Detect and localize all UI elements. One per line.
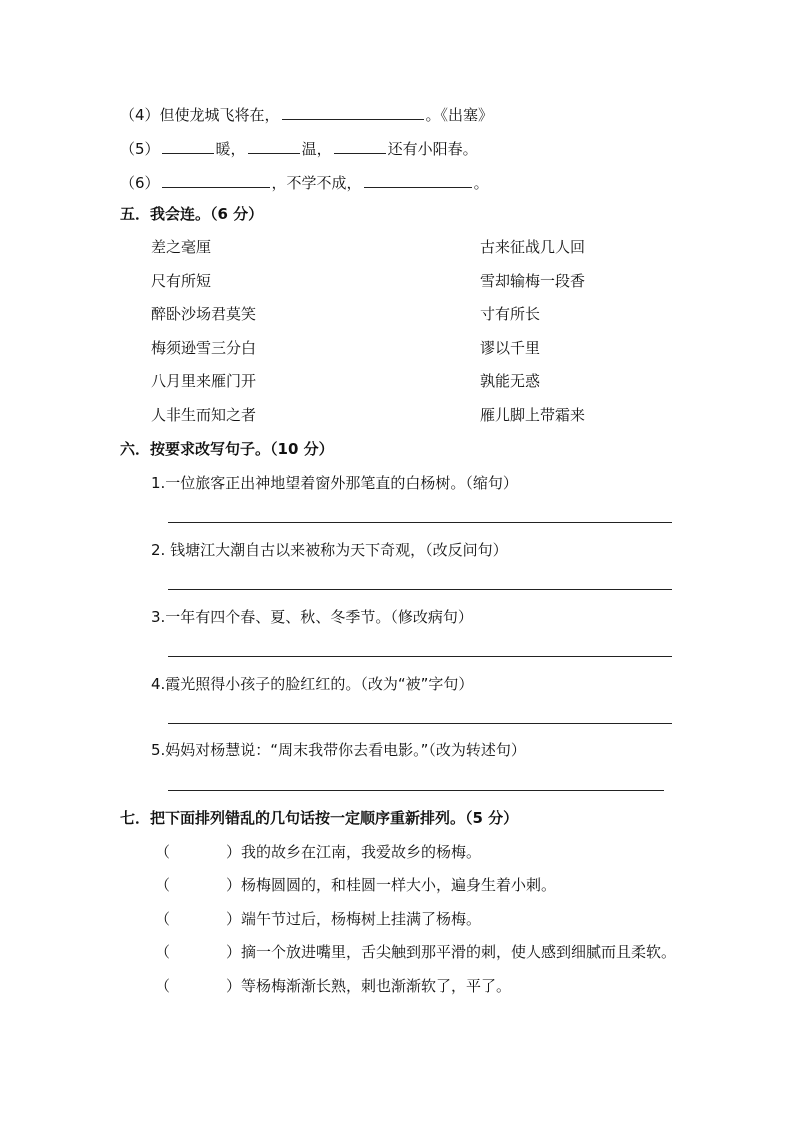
fill-item-4-prefix: （4）但使龙城飞将在，	[120, 106, 280, 124]
fill-item-5-mid1: 暖，	[215, 140, 246, 158]
match-right-item[interactable]: 雪却输梅一段香	[480, 271, 586, 290]
fill-item-5	[120, 138, 478, 159]
answer-line[interactable]	[168, 656, 672, 657]
fill-item-4-suffix: 。《出塞》	[425, 106, 494, 124]
match-right-item[interactable]: 孰能无惑	[480, 372, 541, 391]
fill-item-6-suffix: 。	[473, 174, 489, 192]
match-right-column	[480, 237, 585, 439]
fill-item-5-prefix: （5）	[120, 140, 160, 158]
match-left-item[interactable]: 梅须逊雪三分白	[151, 338, 257, 357]
paren-close: ）	[226, 876, 242, 894]
order-item-1	[155, 842, 481, 862]
order-item-3	[155, 909, 481, 929]
section-6-title: 六．按要求改写句子。（10 分）	[120, 440, 334, 458]
paren-close: ）	[226, 910, 242, 928]
match-right-item[interactable]: 古来征战几人回	[480, 238, 586, 256]
rewrite-question-4: 4.霞光照得小孩子的脸红红的。（改为“被”字句）	[151, 675, 474, 693]
fill-item-6-mid: ，不学不成，	[271, 174, 362, 192]
match-left-item[interactable]: 人非生而知之者	[151, 405, 257, 424]
answer-blank[interactable]	[162, 172, 270, 188]
paren-close: ）	[226, 977, 242, 995]
order-item-5	[155, 976, 511, 996]
section-7-title: 七．把下面排列错乱的几句话按一定顺序重新排列。（5 分）	[120, 809, 519, 827]
rewrite-question-5: 5.妈妈对杨慧说：“周末我带你去看电影。”（改为转述句）	[151, 741, 526, 759]
fill-item-6	[120, 172, 489, 193]
section-5-title: 五．我会连。（6 分）	[120, 205, 264, 223]
answer-blank[interactable]	[364, 172, 472, 188]
match-right-item[interactable]: 寸有所长	[480, 305, 541, 324]
match-left-column	[151, 237, 256, 439]
match-left-item[interactable]: 八月里来雁门开	[151, 372, 257, 391]
paren-close: ）	[226, 843, 242, 861]
answer-line[interactable]	[168, 522, 672, 523]
paren-open: （	[155, 910, 171, 928]
rewrite-question-2: 2. 钱塘江大潮自古以来被称为天下奇观，（改反问句）	[151, 541, 508, 559]
fill-item-5-mid2: 温，	[301, 140, 332, 158]
fill-item-5-suffix: 还有小阳春。	[387, 140, 478, 158]
order-item-2	[155, 875, 556, 895]
paren-open: （	[155, 977, 171, 995]
order-item-text: 等杨梅渐渐长熟，刺也渐渐软了，平了。	[241, 977, 512, 995]
order-item-4	[155, 942, 676, 962]
rewrite-question-1: 1.一位旅客正出神地望着窗外那笔直的白杨树。（缩句）	[151, 474, 518, 492]
paren-open: （	[155, 843, 171, 861]
answer-blank[interactable]	[282, 104, 424, 120]
answer-blank[interactable]	[334, 138, 386, 154]
order-item-text: 端午节过后，杨梅树上挂满了杨梅。	[241, 910, 482, 928]
order-item-text: 杨梅圆圆的，和桂圆一样大小，遍身生着小刺。	[241, 876, 557, 894]
paren-open: （	[155, 943, 171, 961]
answer-line[interactable]	[168, 723, 672, 724]
order-item-text: 摘一个放进嘴里，舌尖触到那平滑的刺，使人感到细腻而且柔软。	[241, 943, 677, 961]
match-left-item[interactable]: 尺有所短	[151, 271, 212, 290]
match-left-item[interactable]: 差之毫厘	[151, 238, 212, 256]
answer-line[interactable]	[168, 790, 664, 791]
order-item-text: 我的故乡在江南，我爱故乡的杨梅。	[241, 843, 482, 861]
match-left-item[interactable]: 醉卧沙场君莫笑	[151, 305, 257, 324]
match-right-item[interactable]: 谬以千里	[480, 338, 541, 357]
answer-line[interactable]	[168, 589, 672, 590]
rewrite-question-3: 3.一年有四个春、夏、秋、冬季节。（修改病句）	[151, 608, 473, 626]
paren-open: （	[155, 876, 171, 894]
paren-close: ）	[226, 943, 242, 961]
answer-blank[interactable]	[248, 138, 300, 154]
fill-item-6-prefix: （6）	[120, 174, 160, 192]
fill-item-4	[120, 104, 493, 125]
match-right-item[interactable]: 雁儿脚上带霜来	[480, 405, 586, 424]
answer-blank[interactable]	[162, 138, 214, 154]
